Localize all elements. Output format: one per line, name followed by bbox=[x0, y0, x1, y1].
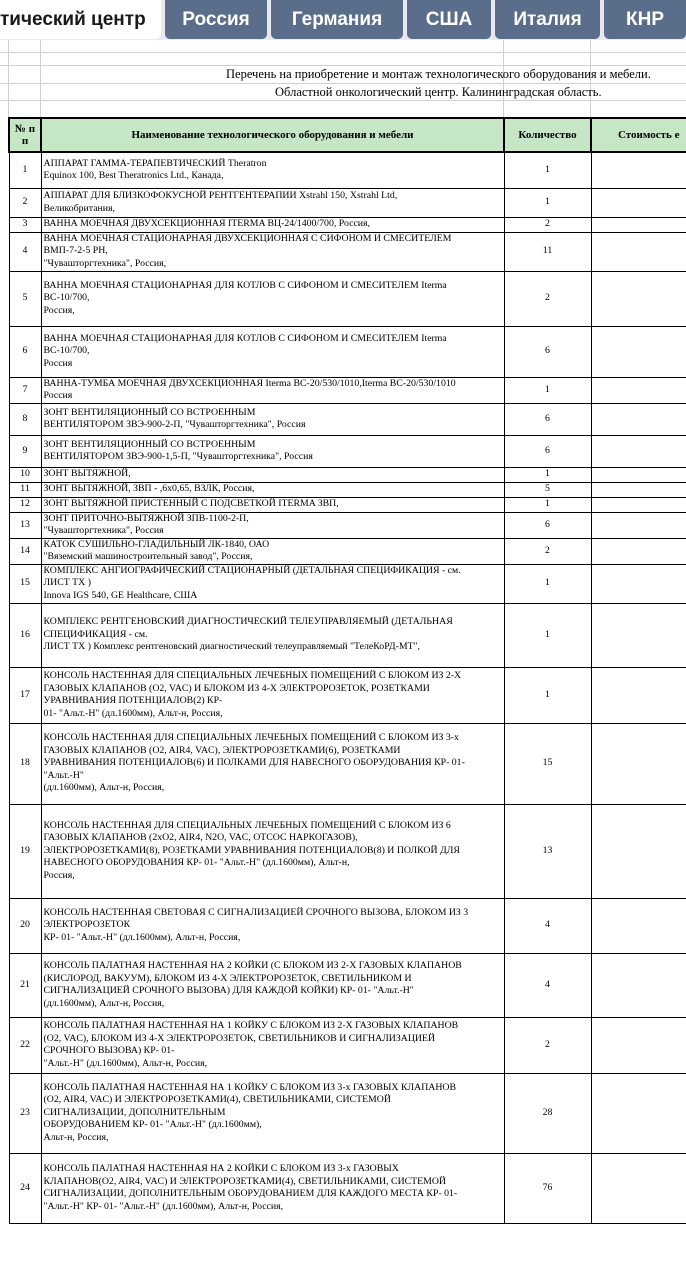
row-cost[interactable] bbox=[591, 403, 686, 435]
table-row bbox=[9, 467, 686, 482]
row-quantity[interactable]: 1 bbox=[504, 564, 591, 603]
row-item-name[interactable]: ВАННА МОЕЧНАЯ СТАЦИОНАРНАЯ ДЛЯ КОТЛОВ С СИФОНОМ И СМЕСИТЕЛЕМ Iterma ВС-10/700, Россия bbox=[41, 326, 504, 377]
row-quantity[interactable]: 2 bbox=[504, 1017, 591, 1073]
table-row bbox=[9, 188, 686, 217]
row-cost[interactable] bbox=[591, 1153, 686, 1223]
row-cost[interactable] bbox=[591, 482, 686, 497]
table-row bbox=[9, 1153, 686, 1223]
row-number[interactable]: 15 bbox=[9, 564, 41, 603]
row-quantity[interactable]: 6 bbox=[504, 326, 591, 377]
row-cost[interactable] bbox=[591, 538, 686, 564]
tab-oncology-center[interactable]: тический центр bbox=[0, 0, 161, 39]
table-row bbox=[9, 271, 686, 326]
row-item-name[interactable]: КОНСОЛЬ НАСТЕННАЯ ДЛЯ СПЕЦИАЛЬНЫХ ЛЕЧЕБНЫХ ПОМЕЩЕНИЙ С БЛОКОМ ИЗ 3-х ГАЗОВЫХ КЛАПАНОВ (O2, AIR4, VAC), ЭЛЕКТРОРОЗЕТКАМИ(6), РОЗЕТКАМИ УРАВНИВАНИЯ ПОТЕНЦИАЛОВ(6) И ПОЛКАМИ ДЛЯ НАВЕСНОГО ОБОРУДОВАНИЯ КР- 01- "Альт.-Н" (дл.1600мм), Альт-н, Россия, bbox=[41, 723, 504, 804]
table-row bbox=[9, 564, 686, 603]
row-item-name[interactable]: ЗОНТ ВЕНТИЛЯЦИОННЫЙ СО ВСТРОЕННЫМ ВЕНТИЛЯТОРОМ ЗВЭ-900-2-П, "Чувашторгтехника", Россия bbox=[41, 403, 504, 435]
row-item-name[interactable]: КОНСОЛЬ ПАЛАТНАЯ НАСТЕННАЯ НА 1 КОЙКУ С БЛОКОМ ИЗ 3-х ГАЗОВЫХ КЛАПАНОВ (O2, AIR4, VAC) И ЭЛЕКТРОРОЗЕТКАМИ(4), СВЕТИЛЬНИКАМИ, СИСТЕМОЙ СИГНАЛИЗАЦИИ, ДОПОЛНИТЕЛЬНЫМ ОБОРУДОВАНИЕМ КР- 01- "Альт.-Н" (дл.1600мм), Альт-н, Россия, bbox=[41, 1073, 504, 1153]
row-cost[interactable] bbox=[591, 467, 686, 482]
row-cost[interactable] bbox=[591, 564, 686, 603]
row-cost[interactable] bbox=[591, 1017, 686, 1073]
table-row bbox=[9, 152, 686, 188]
row-number[interactable]: 10 bbox=[9, 467, 41, 482]
table-row bbox=[9, 232, 686, 271]
table-row bbox=[9, 1017, 686, 1073]
row-number[interactable]: 8 bbox=[9, 403, 41, 435]
row-number[interactable]: 2 bbox=[9, 188, 41, 217]
row-number[interactable]: 23 bbox=[9, 1073, 41, 1153]
row-quantity[interactable]: 1 bbox=[504, 188, 591, 217]
row-quantity[interactable]: 76 bbox=[504, 1153, 591, 1223]
row-item-name[interactable]: ЗОНТ ПРИТОЧНО-ВЫТЯЖНОЙ ЗПВ-1100-2-П, "Чувашторгтехника", Россия bbox=[41, 512, 504, 538]
row-quantity[interactable]: 4 bbox=[504, 953, 591, 1017]
row-item-name[interactable]: ВАННА-ТУМБА МОЕЧНАЯ ДВУХСЕКЦИОННАЯ Iterma ВС-20/530/1010,Iterma ВС-20/530/1010 Россия bbox=[41, 377, 504, 403]
header-name[interactable]: Наименование технологического оборудования и мебели bbox=[41, 118, 504, 152]
header-cost[interactable]: Стоимость е bbox=[591, 118, 686, 152]
table-row bbox=[9, 377, 686, 403]
row-quantity[interactable]: 5 bbox=[504, 482, 591, 497]
row-cost[interactable] bbox=[591, 723, 686, 804]
row-number[interactable]: 18 bbox=[9, 723, 41, 804]
row-cost[interactable] bbox=[591, 435, 686, 467]
row-cost[interactable] bbox=[591, 232, 686, 271]
row-quantity[interactable]: 13 bbox=[504, 804, 591, 898]
row-number[interactable]: 20 bbox=[9, 898, 41, 953]
row-number[interactable]: 16 bbox=[9, 603, 41, 667]
row-number[interactable]: 19 bbox=[9, 804, 41, 898]
row-quantity[interactable]: 28 bbox=[504, 1073, 591, 1153]
gridline bbox=[40, 40, 41, 120]
header-num[interactable]: № п п bbox=[9, 118, 41, 152]
row-quantity[interactable]: 2 bbox=[504, 217, 591, 232]
row-number[interactable]: 6 bbox=[9, 326, 41, 377]
row-item-name[interactable]: АППАРАТ ДЛЯ БЛИЗКОФОКУСНОЙ РЕНТГЕНТЕРАПИИ Xstrahl 150, Xstrahl Ltd, Великобритания, bbox=[41, 188, 504, 217]
row-number[interactable]: 4 bbox=[9, 232, 41, 271]
row-quantity[interactable]: 1 bbox=[504, 667, 591, 723]
table-row bbox=[9, 403, 686, 435]
gridline bbox=[0, 83, 686, 84]
sheet-caption-line1: Перечень на приобретение и монтаж технологического оборудования и мебели. bbox=[226, 67, 651, 81]
row-item-name[interactable]: ЗОНТ ВЫТЯЖНОЙ, ЗВП - ,6х0,65, ВЗЛК, Россия, bbox=[41, 482, 504, 497]
equipment-table bbox=[8, 117, 686, 1224]
tab-usa[interactable]: США bbox=[407, 0, 491, 39]
row-quantity[interactable]: 6 bbox=[504, 512, 591, 538]
tab-germany[interactable]: Германия bbox=[271, 0, 403, 39]
row-quantity[interactable]: 4 bbox=[504, 898, 591, 953]
row-item-name[interactable]: КОМПЛЕКС РЕНТГЕНОВСКИЙ ДИАГНОСТИЧЕСКИЙ ТЕЛЕУПРАВЛЯЕМЫЙ (ДЕТАЛЬНАЯ СПЕЦИФИКАЦИЯ - см. ЛИСТ ТХ ) Комплекс рентгеновский диагностический телеуправляемый "ТелеКоРД-МТ", bbox=[41, 603, 504, 667]
row-cost[interactable] bbox=[591, 667, 686, 723]
row-item-name[interactable]: КОНСОЛЬ НАСТЕННАЯ СВЕТОВАЯ С СИГНАЛИЗАЦИЕЙ СРОЧНОГО ВЫЗОВА, БЛОКОМ ИЗ 3 ЭЛЕКТРОРОЗЕТОК КР- 01- "Альт.-Н" (дл.1600мм), Альт-н, Россия, bbox=[41, 898, 504, 953]
row-cost[interactable] bbox=[591, 188, 686, 217]
table-row bbox=[9, 1073, 686, 1153]
row-quantity[interactable]: 1 bbox=[504, 603, 591, 667]
row-quantity[interactable]: 15 bbox=[504, 723, 591, 804]
header-qty[interactable]: Количество bbox=[504, 118, 591, 152]
sheet-tab-bar bbox=[0, 0, 686, 40]
row-number[interactable]: 11 bbox=[9, 482, 41, 497]
row-quantity[interactable]: 6 bbox=[504, 435, 591, 467]
tab-china[interactable]: КНР bbox=[604, 0, 686, 39]
row-quantity[interactable]: 11 bbox=[504, 232, 591, 271]
tab-russia[interactable]: Россия bbox=[165, 0, 267, 39]
table-row bbox=[9, 326, 686, 377]
row-item-name[interactable]: КОНСОЛЬ ПАЛАТНАЯ НАСТЕННАЯ НА 1 КОЙКУ С БЛОКОМ ИЗ 2-Х ГАЗОВЫХ КЛАПАНОВ (O2, VAC), БЛОКОМ ИЗ 4-Х ЭЛЕКТРОРОЗЕТОК, СВЕТИЛЬНИКОВ И СИГНАЛИЗАЦИЕЙ СРОЧНОГО ВЫЗОВА) КР- 01- "Альт.-Н" (дл.1600мм), Альт-н, Россия, bbox=[41, 1017, 504, 1073]
row-cost[interactable] bbox=[591, 326, 686, 377]
row-quantity[interactable]: 1 bbox=[504, 467, 591, 482]
row-number[interactable]: 7 bbox=[9, 377, 41, 403]
row-item-name[interactable]: ЗОНТ ВЫТЯЖНОЙ ПРИСТЕННЫЙ С ПОДСВЕТКОЙ ITERMA ЗВП, bbox=[41, 497, 504, 512]
row-cost[interactable] bbox=[591, 512, 686, 538]
row-item-name[interactable]: КОМПЛЕКС АНГИОГРАФИЧЕСКИЙ СТАЦИОНАРНЫЙ (ДЕТАЛЬНАЯ СПЕЦИФИКАЦИЯ - см. ЛИСТ ТХ ) Innova IGS 540, GE Healthcare, США bbox=[41, 564, 504, 603]
table-row bbox=[9, 512, 686, 538]
row-cost[interactable] bbox=[591, 217, 686, 232]
table-row bbox=[9, 603, 686, 667]
row-number[interactable]: 12 bbox=[9, 497, 41, 512]
row-item-name[interactable]: ЗОНТ ВЫТЯЖНОЙ, bbox=[41, 467, 504, 482]
tab-italy[interactable]: Италия bbox=[495, 0, 600, 39]
gridline bbox=[0, 100, 686, 101]
table-row bbox=[9, 435, 686, 467]
row-quantity[interactable]: 2 bbox=[504, 538, 591, 564]
row-cost[interactable] bbox=[591, 1073, 686, 1153]
table-row bbox=[9, 953, 686, 1017]
table-row bbox=[9, 497, 686, 512]
row-cost[interactable] bbox=[591, 953, 686, 1017]
table-row bbox=[9, 898, 686, 953]
row-quantity[interactable]: 2 bbox=[504, 271, 591, 326]
row-number[interactable]: 17 bbox=[9, 667, 41, 723]
row-quantity[interactable]: 1 bbox=[504, 497, 591, 512]
table-row bbox=[9, 217, 686, 232]
row-quantity[interactable]: 1 bbox=[504, 377, 591, 403]
row-number[interactable]: 21 bbox=[9, 953, 41, 1017]
row-number[interactable]: 14 bbox=[9, 538, 41, 564]
row-number[interactable]: 1 bbox=[9, 152, 41, 188]
row-item-name[interactable]: КОНСОЛЬ НАСТЕННАЯ ДЛЯ СПЕЦИАЛЬНЫХ ЛЕЧЕБНЫХ ПОМЕЩЕНИЙ С БЛОКОМ ИЗ 2-Х ГАЗОВЫХ КЛАПАНОВ (O2, VAC) И БЛОКОМ ИЗ 4-Х ЭЛЕКТРОРОЗЕТОК, РОЗЕТКАМИ УРАВНИВАНИЯ ПОТЕНЦИАЛОВ(2) КР- 01- "Альт.-Н" (дл.1600мм), Альт-н, Россия, bbox=[41, 667, 504, 723]
row-cost[interactable] bbox=[591, 377, 686, 403]
row-cost[interactable] bbox=[591, 898, 686, 953]
spreadsheet bbox=[0, 40, 686, 1280]
table-row bbox=[9, 482, 686, 497]
row-number[interactable]: 13 bbox=[9, 512, 41, 538]
sheet-caption-line2: Областной онкологический центр. Калининградская область. bbox=[275, 85, 602, 99]
row-item-name[interactable]: КАТОК СУШИЛЬНО-ГЛАДИЛЬНЫЙ ЛК-1840, ОАО "Вяземский машиностроительный завод", Россия, bbox=[41, 538, 504, 564]
row-item-name[interactable]: КОНСОЛЬ ПАЛАТНАЯ НАСТЕННАЯ НА 2 КОЙКИ С БЛОКОМ ИЗ 3-х ГАЗОВЫХ КЛАПАНОВ(O2, AIR4, VAC) И ЭЛЕКТРОРОЗЕТКАМИ(4), СВЕТИЛЬНИКАМИ, СИСТЕМОЙ СИГНАЛИЗАЦИИ, ДОПОЛНИТЕЛЬНЫМ ОБОРУДОВАНИЕМ ДЛЯ КАЖДОГО МЕСТА КР- 01- "Альт.-Н" КР- 01- "Альт.-Н" (дл.1600мм), Альт-н, Россия, bbox=[41, 1153, 504, 1223]
table-row bbox=[9, 538, 686, 564]
table-row bbox=[9, 804, 686, 898]
row-item-name[interactable]: ВАННА МОЕЧНАЯ СТАЦИОНАРНАЯ ДВУХСЕКЦИОННАЯ С СИФОНОМ И СМЕСИТЕЛЕМ ВМП-7-2-5 РН, "Чувашторгтехника", Россия, bbox=[41, 232, 504, 271]
row-number[interactable]: 3 bbox=[9, 217, 41, 232]
row-item-name[interactable]: КОНСОЛЬ ПАЛАТНАЯ НАСТЕННАЯ НА 2 КОЙКИ (С БЛОКОМ ИЗ 2-Х ГАЗОВЫХ КЛАПАНОВ (КИСЛОРОД, ВАКУУМ), БЛОКОМ ИЗ 4-Х ЭЛЕКТРОРОЗЕТОК, СВЕТИЛЬНИКОМ И СИГНАЛИЗАЦИЕЙ СРОЧНОГО ВЫЗОВА) ДЛЯ КАЖДОЙ КОЙКИ) КР- 01- "Альт.-Н" (дл.1600мм), Альт-н, Россия, bbox=[41, 953, 504, 1017]
gridline bbox=[0, 52, 686, 53]
gridline bbox=[0, 65, 686, 66]
row-number[interactable]: 9 bbox=[9, 435, 41, 467]
row-item-name[interactable]: КОНСОЛЬ НАСТЕННАЯ ДЛЯ СПЕЦИАЛЬНЫХ ЛЕЧЕБНЫХ ПОМЕЩЕНИЙ С БЛОКОМ ИЗ 6 ГАЗОВЫХ КЛАПАНОВ (2хO2, AIR4, N2O, VAC, ОТСОС НАРКОГАЗОВ), ЭЛЕКТРОРОЗЕТКАМИ(8), РОЗЕТКАМИ УРАВНИВАНИЯ ПОТЕНЦИАЛОВ(8) И ПОЛКОЙ ДЛЯ НАВЕСНОГО ОБОРУДОВАНИЯ КР- 01- "Альт.-Н" (дл.1600мм), Альт-н, Россия, bbox=[41, 804, 504, 898]
row-quantity[interactable]: 1 bbox=[504, 152, 591, 188]
row-number[interactable]: 24 bbox=[9, 1153, 41, 1223]
row-number[interactable]: 22 bbox=[9, 1017, 41, 1073]
row-item-name[interactable]: ВАННА МОЕЧНАЯ ДВУХСЕКЦИОННАЯ ITERMA ВЦ-24/1400/700, Россия, bbox=[41, 217, 504, 232]
row-cost[interactable] bbox=[591, 497, 686, 512]
table-row bbox=[9, 723, 686, 804]
row-item-name[interactable]: АППАРАТ ГАММА-ТЕРАПЕВТИЧЕСКИЙ Theratron Equinox 100, Best Theratronics Ltd., Канада, bbox=[41, 152, 504, 188]
row-cost[interactable] bbox=[591, 271, 686, 326]
table-row bbox=[9, 667, 686, 723]
row-cost[interactable] bbox=[591, 603, 686, 667]
table-header-row bbox=[9, 118, 686, 152]
row-cost[interactable] bbox=[591, 804, 686, 898]
row-cost[interactable] bbox=[591, 152, 686, 188]
row-item-name[interactable]: ЗОНТ ВЕНТИЛЯЦИОННЫЙ СО ВСТРОЕННЫМ ВЕНТИЛЯТОРОМ ЗВЭ-900-1,5-П, "Чувашторгтехника", Россия bbox=[41, 435, 504, 467]
row-number[interactable]: 5 bbox=[9, 271, 41, 326]
gridline bbox=[8, 40, 9, 120]
row-item-name[interactable]: ВАННА МОЕЧНАЯ СТАЦИОНАРНАЯ ДЛЯ КОТЛОВ С СИФОНОМ И СМЕСИТЕЛЕМ Iterma ВС-10/700, Россия, bbox=[41, 271, 504, 326]
row-quantity[interactable]: 6 bbox=[504, 403, 591, 435]
